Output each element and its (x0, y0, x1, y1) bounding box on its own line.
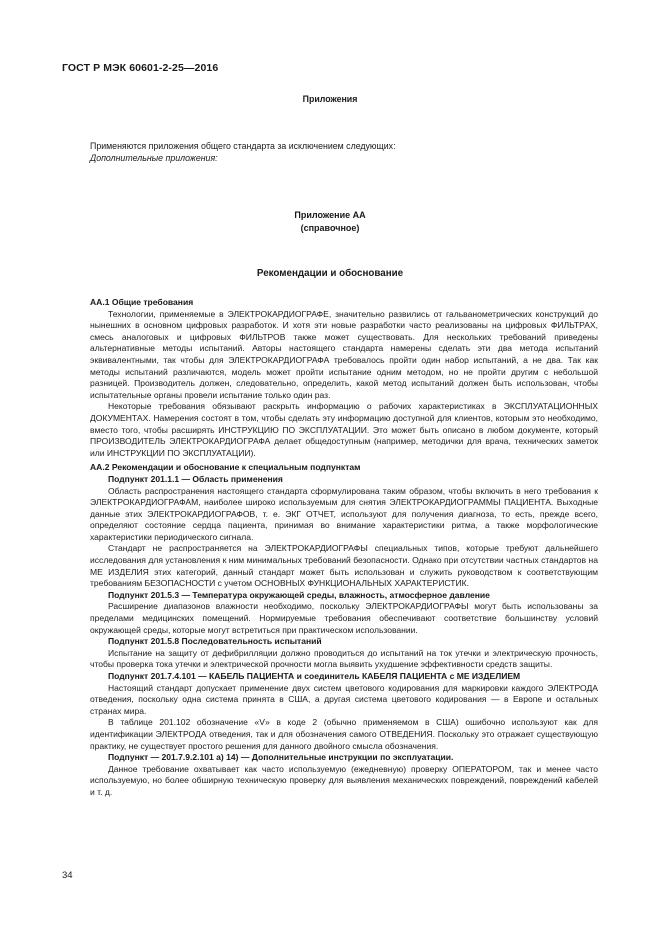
appendices-intro: Применяются приложения общего стандарта за исключением следующих: (90, 141, 396, 151)
paragraph: В таблице 201.102 обозначение «V» в коде 2 (обычно применяемом в США) ошибочно используют как для идентификации ЭЛЕКТРОДА отведения, так и для обозначения самого ОТВЕДЕНИЯ. Поскольку это отражает существующую практику, не существует простого решения для данного двойного смысла обозначения. (90, 717, 598, 751)
appendix-aa-title: Приложение АА (294, 210, 366, 220)
paragraph: Данное требование охватывает как часто используемую (ежедневную) проверку ОПЕРАТОРОМ, так и менее часто используемую, но более обширную техническую проверку для выявления механических повреждений, повреждений кабелей и т. д. (90, 763, 598, 797)
subclause-heading: Подпункт 201.1.1 — Область применения (108, 473, 283, 484)
subclause-heading: Подпункт 201.7.4.101 — КАБЕЛЬ ПАЦИЕНТА и соединитель КАБЕЛЯ ПАЦИЕНТА с МЕ ИЗДЕЛИЕМ (108, 671, 521, 681)
page-number: 34 (62, 870, 73, 881)
paragraph: Стандарт не распространяется на ЭЛЕКТРОКАРДИОГРАФЫ специальных типов, которые требуют дальнейшего исследования для установления к ним минимальных требований безопасности. Однако при отсутствии частных стандартов на МЕ ИЗДЕЛИЯ этих категорий, данный стандарт может быть использован и служить руководством к соответствующим требованиям БЕЗОПАСНОСТИ с учетом ОСНОВНЫХ ФУНКЦИОНАЛЬНЫХ ХАРАКТЕРИСТИК. (90, 543, 598, 589)
section-aa2-heading: АА.2 Рекомендации и обоснование к специальным подпунктам (90, 462, 361, 473)
subclause-heading: Подпункт 201.5.3 — Температура окружающей среды, влажность, атмосферное давление (108, 589, 490, 600)
section-aa1-heading: АА.1 Общие требования (90, 297, 194, 307)
appendices-title: Приложения (302, 94, 358, 104)
standard-header: ГОСТ Р МЭК 60601-2-25—2016 (62, 62, 219, 74)
paragraph: Технологии, применяемые в ЭЛЕКТРОКАРДИОГРАФЕ, значительно развились от гальванометрических конструкций до нынешних в основном цифровых разработок. И хотя эти новые разработки часто реализованы на цифровых ФИЛЬТРАХ, смесь аналоговых и цифровых ФИЛЬТРОВ также может существовать. Для нескольких требований приведены альтернативные методы испытаний. Авторы настоящего стандарта намерены сделать эти два метода испытаний эквивалентными, так чтобы для ЭЛЕКТРОКАРДИОГРАФА требовалось пройти один набор испытаний, а не два. Так как методы испытаний различаются, модель может пройти испытание одним методом, но не пройти другим с небольшой разницей. Производитель должен, следовательно, определить, какой метод испытаний должен быть использован, чтобы испытательные органы провели испытание только один раз. (90, 308, 598, 400)
appendix-aa-heading: Рекомендации и обоснование (256, 268, 404, 279)
subclause-heading: Подпункт 201.5.8 Последовательность испытаний (108, 636, 322, 647)
body-text (90, 297, 598, 799)
appendix-aa-subtitle: (справочное) (300, 222, 360, 233)
additional-appendices-label: Дополнительные приложения: (90, 153, 218, 163)
appendix-aa-title-block (90, 209, 570, 234)
paragraph: Некоторые требования обязывают раскрыть информацию о рабочих характеристиках в ЭКСПЛУАТАЦИОННЫХ ДОКУМЕНТАХ. Намерения состоят в том, чтобы сделать эту информацию доступной для клиентов, которым это необходимо, вместо того, чтобы расширять ИНСТРУКЦИЮ ПО ЭКСПЛУАТАЦИИ. Это может быть описано в любом документе, который ПРОИЗВОДИТЕЛЬ ЭЛЕКТРОКАРДИОГРАФА делает общедоступным (например, методички для врача, технических заметок или ИНСТРУКЦИИ ПО ЭКСПЛУАТАЦИИ). (90, 401, 598, 458)
paragraph: Расширение диапазонов влажности необходимо, поскольку ЭЛЕКТРОКАРДИОГРАФЫ могут быть использованы за пределами медицинских помещений. Нормируемые требования обеспечивают соответствие большинству условий окружающей среды, которые могут встретиться при практическом использовании. (90, 601, 598, 635)
paragraph: Настоящий стандарт допускает применение двух систем цветового кодирования для маркировки каждого ЭЛЕКТРОДА отведения, поскольку одна система принята в США, а другая система цветового кодирования — в Европе и остальных странах мира. (90, 682, 598, 716)
subclause-heading: Подпункт — 201.7.9.2.101 а) 14) — Дополнительные инструкции по эксплуатации. (108, 752, 454, 763)
paragraph: Область распространения настоящего стандарта сформулирована таким образом, чтобы включить в него требования к ЭЛЕКТРОКАРДИОГРАФАМ, наиболее широко используемым для снятия ЭЛЕКТРОКАРДИОГРАММЫ ПАЦИЕНТА. Выходные данные этих ЭЛЕКТРОКАРДИОГРАФОВ, т. е. ЭКГ ОТЧЕТ, используют для получения диагноза, то есть, прежде всего, определяют состояние сердца пациента, принимая во внимание характеристики ритма, а также морфологические характеристики периодического сигнала. (90, 485, 598, 542)
paragraph: Испытание на защиту от дефибрилляции должно проводиться до испытаний на ток утечки и электрическую прочность, чтобы проверка тока утечки и электрической прочности могла выявить ухудшение эффективности средств защиты. (90, 647, 598, 670)
